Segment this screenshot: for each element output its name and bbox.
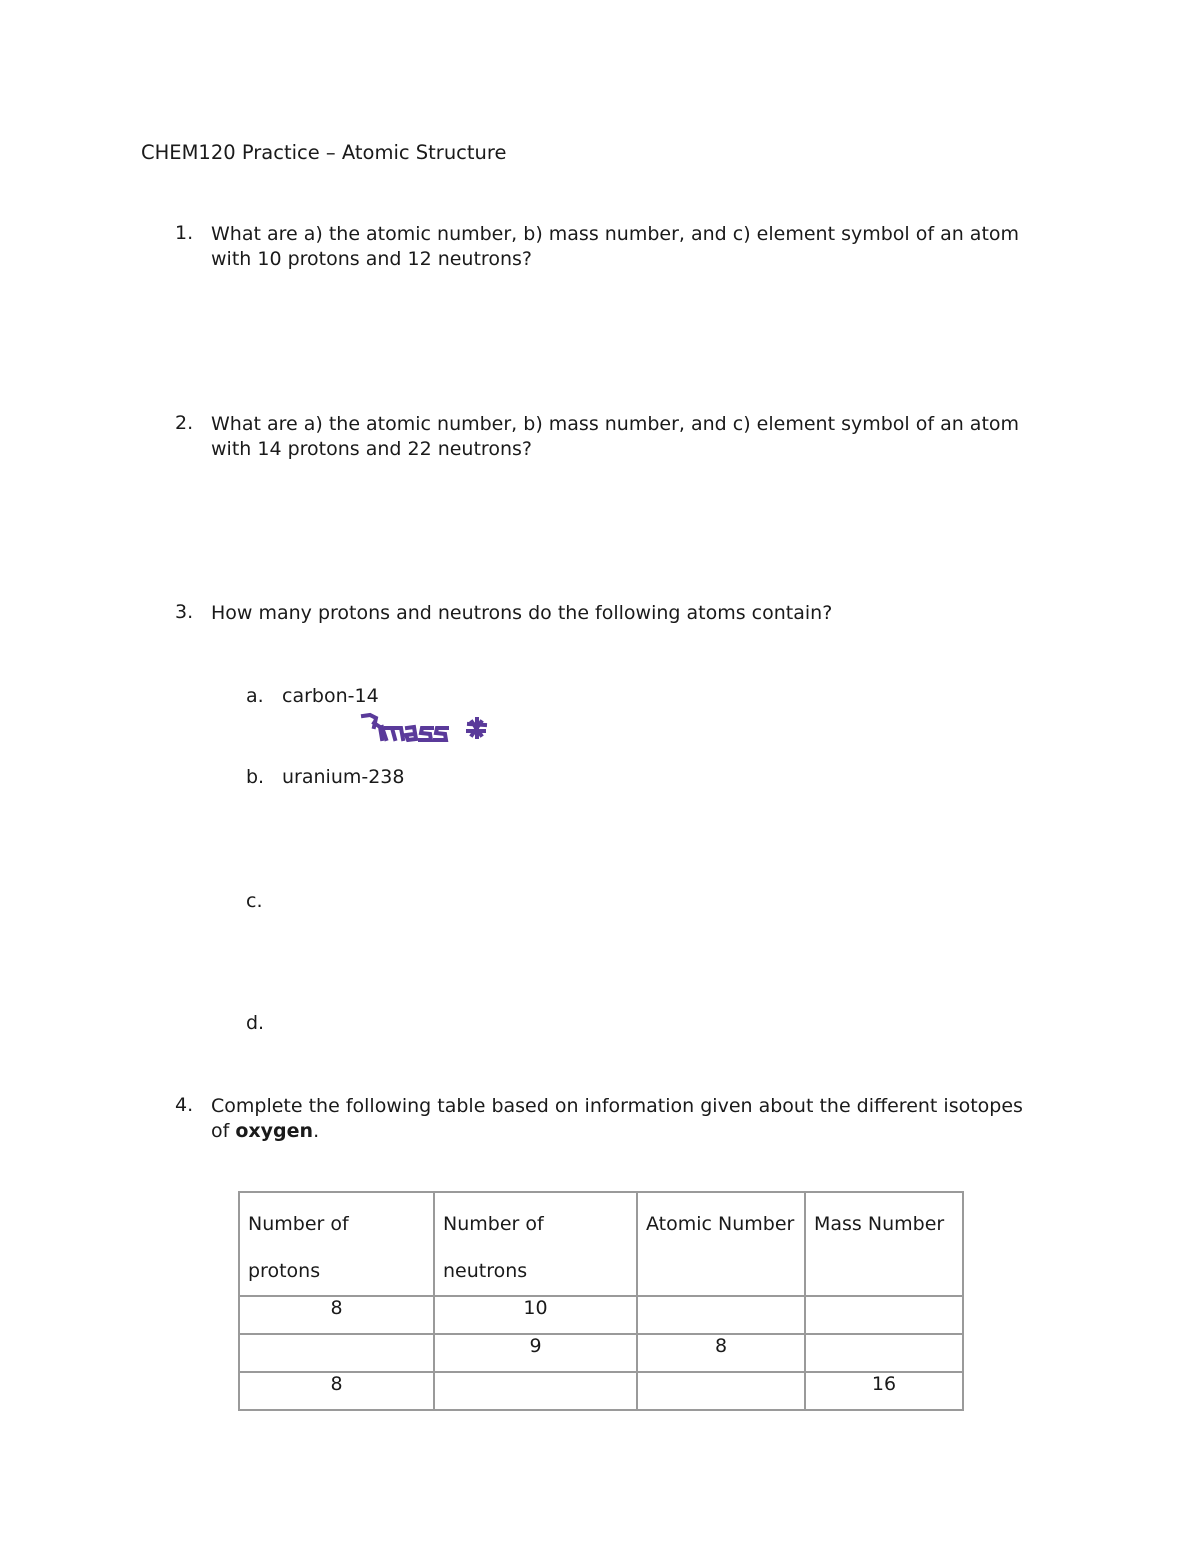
question-3-number: 3. (175, 601, 194, 623)
header-neutrons-line2: neutrons (443, 1260, 528, 1282)
oxygen-isotopes-table (238, 1191, 964, 1411)
header-mass-number: Mass Number (814, 1213, 945, 1235)
table-cell[interactable]: 8 (239, 1296, 434, 1334)
sub-item-b-text: uranium-238 (282, 766, 405, 788)
table-cell[interactable]: 8 (637, 1334, 805, 1372)
table-cell[interactable] (637, 1372, 805, 1410)
table-header-row (239, 1192, 963, 1296)
table-cell[interactable]: 16 (805, 1372, 963, 1410)
table-row (239, 1372, 963, 1410)
question-1-number: 1. (175, 222, 194, 244)
header-protons-line1: Number of (248, 1213, 349, 1235)
sub-item-c-letter: c. (246, 890, 263, 912)
header-protons-line2: protons (248, 1260, 321, 1282)
handwritten-annotation (360, 709, 492, 749)
table-cell[interactable] (805, 1296, 963, 1334)
question-4-text-line2 (211, 1119, 319, 1144)
table-cell[interactable]: 9 (434, 1334, 637, 1372)
table-row (239, 1334, 963, 1372)
question-4-text-prefix: of (211, 1120, 236, 1142)
sub-item-b-letter: b. (246, 766, 265, 788)
page-title: CHEM120 Practice – Atomic Structure (141, 141, 507, 164)
table-cell[interactable]: 10 (434, 1296, 637, 1334)
table-row (239, 1296, 963, 1334)
question-2-number: 2. (175, 412, 194, 434)
question-4-text-line1: Complete the following table based on information given about the different isotopes (211, 1095, 1023, 1117)
table-header-cell (239, 1192, 434, 1296)
sub-item-a-letter: a. (246, 685, 264, 707)
table-cell[interactable] (434, 1372, 637, 1410)
table-cell[interactable] (637, 1296, 805, 1334)
question-4-bold-term: oxygen (235, 1120, 314, 1142)
table-cell[interactable] (805, 1334, 963, 1372)
sub-item-a-text: carbon-14 (282, 685, 379, 707)
question-3-text: How many protons and neutrons do the following atoms contain? (211, 602, 833, 624)
table-header-cell (434, 1192, 637, 1296)
question-1-text-line2: with 10 protons and 12 neutrons? (211, 248, 532, 270)
question-1-text-line1: What are a) the atomic number, b) mass number, and c) element symbol of an atom (211, 223, 1020, 245)
table-header-cell (637, 1192, 805, 1296)
question-2-text-line2: with 14 protons and 22 neutrons? (211, 438, 532, 460)
header-atomic-number: Atomic Number (646, 1213, 795, 1235)
table-cell[interactable] (239, 1334, 434, 1372)
header-neutrons-line1: Number of (443, 1213, 544, 1235)
question-2-text-line1: What are a) the atomic number, b) mass number, and c) element symbol of an atom (211, 413, 1020, 435)
sub-item-d-letter: d. (246, 1012, 265, 1034)
table-header-cell (805, 1192, 963, 1296)
question-4-number: 4. (175, 1094, 194, 1116)
table-cell[interactable]: 8 (239, 1372, 434, 1410)
question-4-text-suffix: . (313, 1120, 320, 1142)
